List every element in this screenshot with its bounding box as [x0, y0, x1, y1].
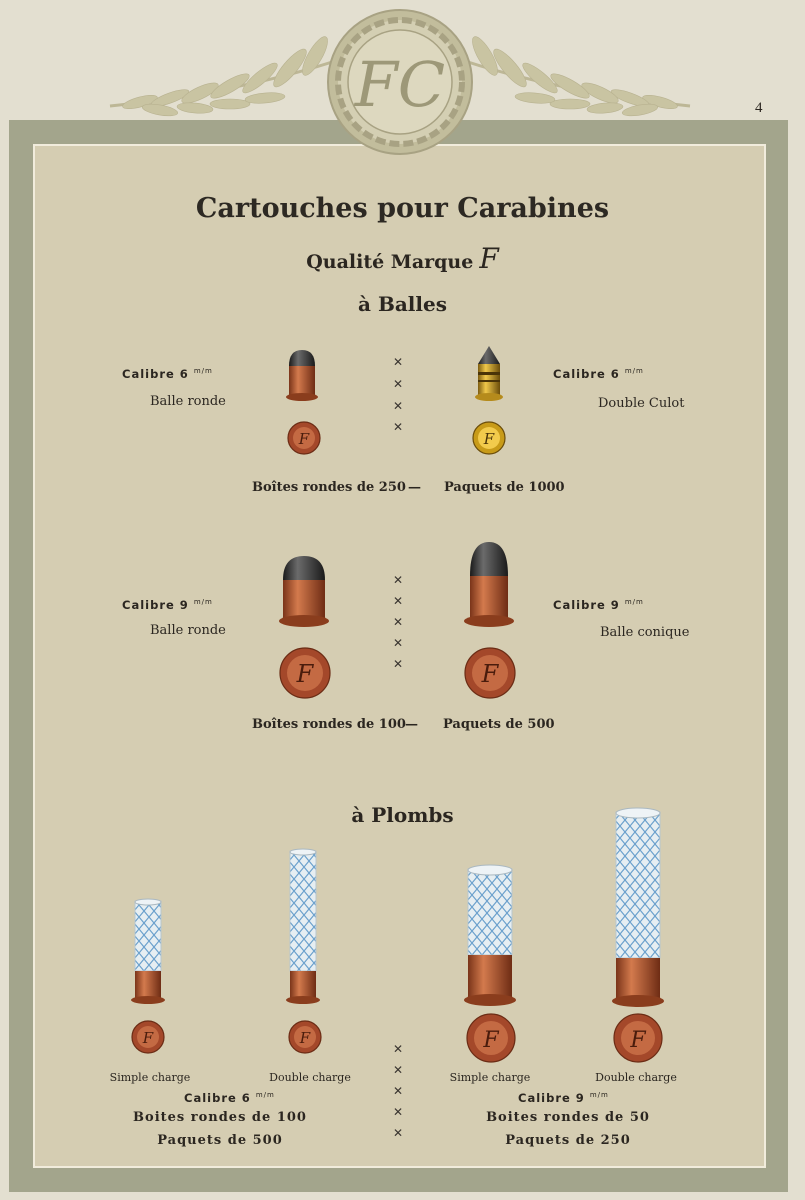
section-title-plombs: à Plombs [351, 803, 454, 827]
dash-separator: — [405, 717, 418, 732]
packaging-label: Boites rondes de 50 [486, 1110, 650, 1125]
svg-text:F: F [483, 1028, 499, 1053]
item-label: Double charge [595, 1071, 677, 1084]
packaging-label: Boîtes rondes de 250 [252, 480, 406, 495]
calibre-text: Calibre 6 [122, 367, 189, 381]
dot-separator: ✕ [393, 573, 404, 587]
svg-text:F: F [483, 430, 495, 448]
subtitle-text: Qualité Marque [306, 251, 474, 273]
packaging-label: Paquets de 250 [505, 1133, 631, 1148]
calibre-text: Calibre 9 [122, 598, 189, 612]
head-disc-icon [287, 421, 321, 455]
unit-label: m/m [193, 598, 213, 607]
unit-label: m/m [624, 367, 644, 376]
calibre-label [122, 367, 213, 381]
unit-label: m/m [589, 1091, 609, 1100]
dot-separator: ✕ [393, 1105, 404, 1119]
dot-separator: ✕ [393, 657, 404, 671]
svg-text:F: F [299, 1029, 311, 1047]
page-subtitle [0, 242, 805, 275]
shot-cartridge-6mm-double-icon [284, 849, 322, 1005]
unit-label: m/m [255, 1091, 275, 1100]
calibre-text: Calibre 9 [553, 598, 620, 612]
dot-separator: ✕ [393, 355, 404, 369]
description-label: Balle ronde [150, 394, 226, 409]
head-disc-icon [472, 421, 506, 455]
cartridge-9mm-round-ball-icon [277, 554, 331, 628]
packaging-label: Paquets de 500 [157, 1133, 283, 1148]
calibre-label [184, 1091, 275, 1105]
svg-text:F: F [298, 430, 310, 448]
calibre-label [553, 367, 644, 381]
unit-label: m/m [624, 598, 644, 607]
shot-cartridge-6mm-simple-icon [129, 899, 167, 1005]
calibre-label [518, 1091, 609, 1105]
head-disc-icon [464, 647, 516, 699]
calibre-label [122, 598, 213, 612]
head-disc-icon [131, 1020, 165, 1054]
cartridge-6mm-double-culot-icon [472, 344, 506, 404]
dot-separator: ✕ [393, 1063, 404, 1077]
dot-separator: ✕ [393, 1084, 404, 1098]
item-label: Double charge [269, 1071, 351, 1084]
description-label: Balle conique [600, 625, 690, 640]
dot-separator: ✕ [393, 1042, 404, 1056]
dot-separator: ✕ [393, 399, 404, 413]
packaging-label: Boites rondes de 100 [133, 1110, 307, 1125]
logo-emblem [100, 6, 700, 156]
svg-text:FC: FC [354, 48, 446, 121]
cartridge-9mm-conical-ball-icon [462, 540, 516, 628]
description-label: Balle ronde [150, 623, 226, 638]
brand-mark: F [479, 242, 499, 275]
dot-separator: ✕ [393, 377, 404, 391]
description-label: Double Culot [598, 396, 685, 411]
svg-text:F: F [296, 660, 314, 688]
calibre-text: Calibre 9 [518, 1091, 585, 1105]
page-number: 4 [755, 100, 763, 116]
dot-separator: ✕ [393, 615, 404, 629]
svg-text:F: F [630, 1028, 646, 1053]
item-label: Simple charge [449, 1071, 531, 1084]
page-title: Cartouches pour Carabines [195, 193, 610, 224]
packaging-label: Boîtes rondes de 100 [252, 717, 406, 732]
shot-cartridge-9mm-double-icon [610, 808, 666, 1008]
dash-separator: — [408, 480, 421, 495]
svg-text:F: F [142, 1029, 154, 1047]
shot-cartridge-9mm-simple-icon [462, 865, 518, 1007]
dot-separator: ✕ [393, 636, 404, 650]
calibre-label [553, 598, 644, 612]
section-title-balles: à Balles [358, 292, 447, 316]
packaging-label: Paquets de 1000 [444, 480, 565, 495]
head-disc-icon [613, 1013, 663, 1063]
packaging-label: Paquets de 500 [443, 717, 555, 732]
laurel-logo-icon [100, 6, 700, 156]
head-disc-icon [466, 1013, 516, 1063]
cartridge-6mm-round-ball-icon [284, 348, 320, 402]
head-disc-icon [288, 1020, 322, 1054]
dot-separator: ✕ [393, 420, 404, 434]
unit-label: m/m [193, 367, 213, 376]
calibre-text: Calibre 6 [553, 367, 620, 381]
dot-separator: ✕ [393, 1126, 404, 1140]
item-label: Simple charge [109, 1071, 191, 1084]
dot-separator: ✕ [393, 594, 404, 608]
head-disc-icon [279, 647, 331, 699]
calibre-text: Calibre 6 [184, 1091, 251, 1105]
svg-text:F: F [481, 660, 499, 688]
